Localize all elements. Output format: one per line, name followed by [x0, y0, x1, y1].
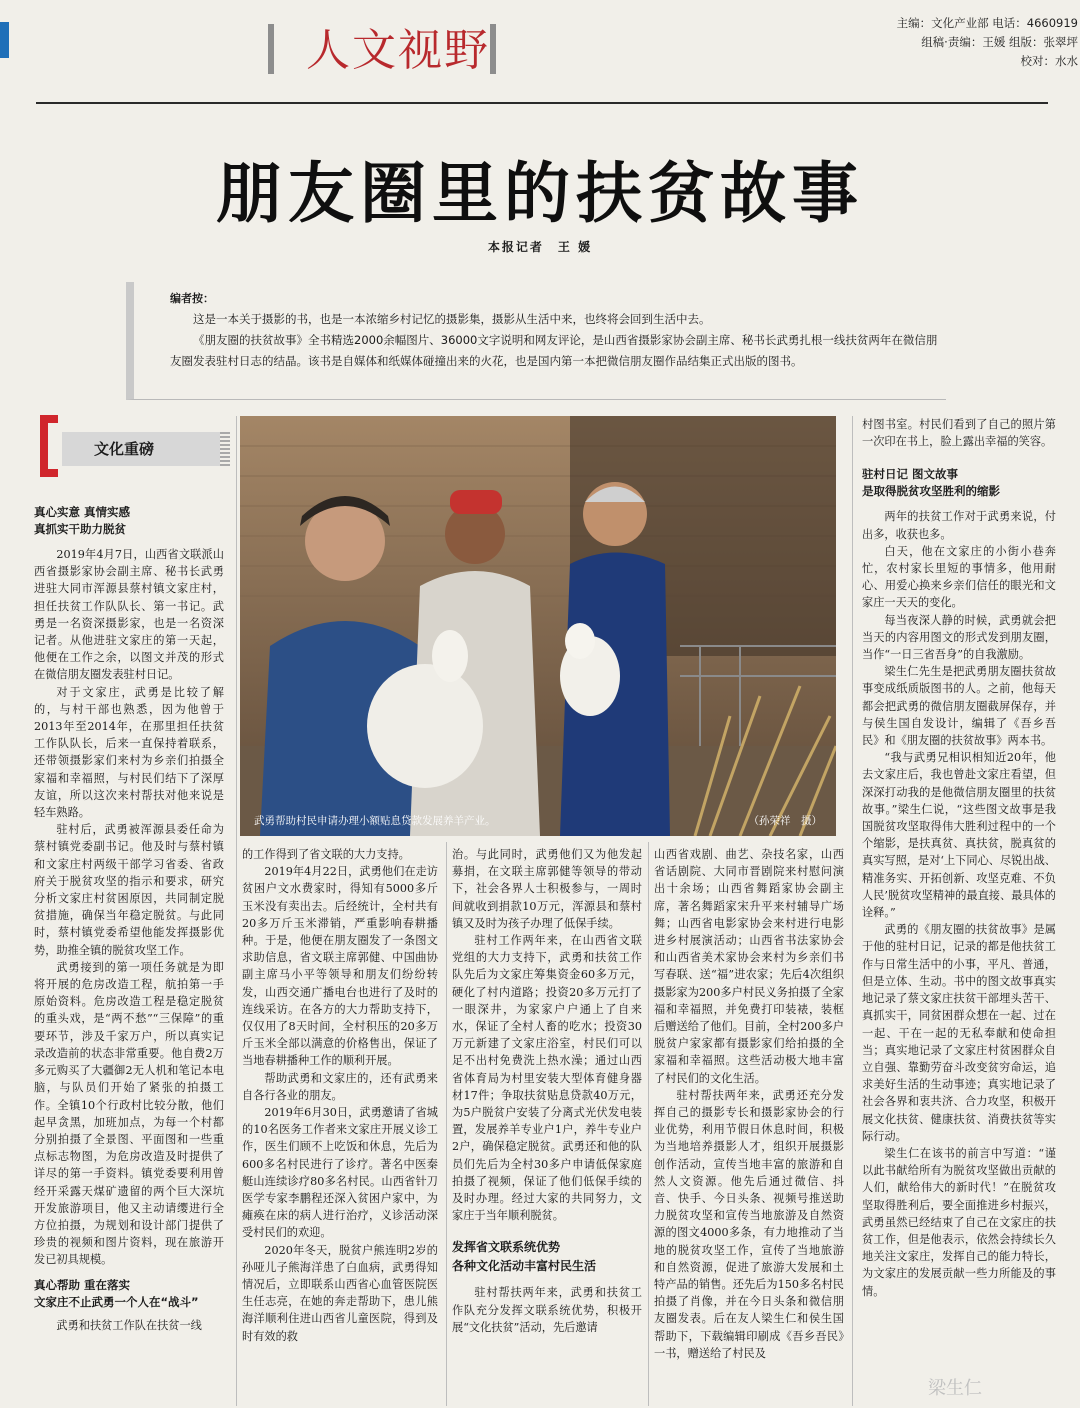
subhead: 真心实意 真情实感 — [34, 505, 131, 519]
paragraph: 武勇接到的第一项任务就是为即将开展的危房改造工程，航拍第一手原始资料。危房改造工程是稳定脱贫的重头戏，是“两不愁”“三保障”的重要环节，涉及千家万户，所以真实记录改造前的状态非常重要。他自费2万多元购买了大疆御2无人机和笔记本电脑，与队员们开始了紧张的拍摄工作。全镇10个行政村比较分散，他们起早贪黑，加班加点，为每一个村都分别拍摄了全景图、平面图和一些重点标志物图，为危房改造及时提供了详尽的第一手资料。镇党委要利用曾经开采露天煤矿遗留的两个巨大深坑开发旅游项目，他又主动请缨进行全方位拍摄，为规划和设计部门提供了珍贵的视频和图片资料，现在旅游开发已初具规模。 — [34, 960, 224, 1267]
edge-marker — [0, 22, 9, 58]
paragraph: 2019年4月22日，武勇他们在走访贫困户文水费家时，得知有5000多斤玉米没有卖出去。后经统计，全村共有20多万斤玉米滞销，严重影响春耕播种。于是，他便在朋友圈发了一条图文求助信息，省文联主席郭健、中国曲协副主席马小平等领导和朋友们纷纷转发，山西交通广播电台也进行了及时的连线采访。在各方的大力帮助支持下，仅仅用了8天时间，全村积压的20多万斤玉米全部以满意的价格售出，保证了当地春耕播种工作的顺利开展。 — [242, 865, 438, 1068]
subhead: 真抓实干助力脱贫 — [34, 522, 126, 536]
photo-illustration — [240, 416, 836, 836]
column-divider — [852, 416, 853, 1406]
paragraph: 帮助武勇和文家庄的，还有武勇来自各行各业的朋友。 — [242, 1071, 438, 1102]
photo-caption — [254, 813, 822, 828]
article-column-5 — [862, 416, 1056, 1402]
column-tag: 文化重磅 — [62, 432, 220, 466]
subhead: 文家庄不止武勇一个人在“战斗” — [34, 1294, 199, 1309]
article-column-4 — [654, 846, 844, 1402]
top-rule — [36, 102, 1048, 104]
photo-caption-text: 武勇帮助村民申请办理小额贴息贷款发展养羊产业。 — [254, 815, 496, 827]
masthead-editor-phone: 主编：文化产业部 电话：4660919 — [896, 16, 1078, 30]
column-body — [34, 1317, 224, 1334]
column-body — [452, 846, 642, 1224]
subhead: 真心帮助 重在落实 — [34, 1277, 131, 1292]
subhead: 驻村日记 图文故事 — [862, 467, 959, 482]
paragraph: 梁生仁在该书的前言中写道：“谨以此书献给所有为脱贫攻坚做出贡献的人们，献给伟大的新时代！”在脱贫攻坚取得胜利后，要全面推进乡村振兴，武勇虽然已经结束了自己在文家庄的扶贫工作，但是他表示，依然会持续长久地关注文家庄，发挥自己的能力特长，为文家庄的发展贡献一些力所能及的事情。 — [862, 1146, 1056, 1298]
paragraph: 每当夜深人静的时候，武勇就会把当天的内容用图文的形式发到朋友圈，当作“一日三省吾身”的自我激励。 — [862, 613, 1056, 662]
paragraph: 2020年冬天，脱贫户熊连明2岁的孙哑儿子熊海洋患了白血病，武勇得知情况后，立即联系山西省心血管医院医生任志亮，在她的奔走帮助下，患儿熊海洋顺利住进山西省儿童医院，得到及时有效的救 — [242, 1243, 438, 1343]
paragraph: 梁生仁先生是把武勇朋友圈扶贫故事变成纸质版图书的人。之前，他每天都会把武勇的微信朋友圈截屏保存，并与侯生国自发设计，编辑了《吾乡吾民》和《朋友圈的扶贫故事》两本书。 — [862, 665, 1056, 748]
column-tag-bracket — [40, 415, 58, 477]
column-body — [862, 416, 1056, 450]
paragraph: 治。与此同时，武勇他们又为他发起募捐，在文联主席郭健等领导的带动下，社会各界人士积极参与，一周时间就收到捐款10万元，浑源县和蔡村镇又及时为孩子办理了低保手续。 — [452, 848, 642, 930]
column-body — [34, 546, 224, 1269]
column-body — [862, 508, 1056, 1299]
section-title: 人文视野 — [306, 25, 490, 76]
editor-note-p1: 这是一本关于摄影的书，也是一本浓缩乡村记忆的摄影集，摄影从生活中来，也终将会回到生活中去。 — [193, 312, 711, 326]
article-column-3 — [452, 846, 642, 1402]
article-column-2 — [242, 846, 438, 1402]
photo-credit: （孙荣祥 摄） — [748, 815, 822, 827]
subhead: 是取得脱贫攻坚胜利的缩影 — [862, 484, 1000, 499]
masthead-layout: 组稿·责编：王媛 组版：张翠坪 — [921, 35, 1078, 49]
article-column-1 — [34, 504, 224, 1404]
masthead-proofread: 校对：水水 — [1020, 54, 1078, 68]
paragraph: 驻村后，武勇被浑源县委任命为蔡村镇党委副书记。他及时与蔡村镇和文家庄村两级干部学习省委、省政府关于脱贫攻坚的指示和要求，研究分析文家庄村贫困原因，共同制定脱贫措施，确保当年稳定脱贫。与此同时，蔡村镇党委希望他能发挥摄影优势，助推全镇的脱贫攻坚工作。 — [34, 823, 224, 957]
column-body — [452, 1284, 642, 1336]
paragraph: 武勇的《朋友圈的扶贫故事》是属于他的驻村日记，记录的都是他扶贫工作与日常生活中的小事，平凡、普通，但是立体、生动。书中的图文故事真实地记录了蔡文家庄扶贫干部埋头苦干、真抓实干，同贫困群众想在一起、过在一起、干在一起的无私奉献和使命担当；真实地记录了文家庄村贫困群众自立自强、靠勤劳奋斗改变贫穷命运，追求美好生活的生动事迹；真实地记录了社会各界和衷共济、合力攻坚，积极开展文化扶贫、健康扶贫、消费扶贫等实际行动。 — [862, 923, 1056, 1143]
paragraph: 驻村帮扶两年来，武勇和扶贫工作队充分发挥文联系统优势，积极开展“文化扶贫”活动，先后邀请 — [452, 1286, 642, 1334]
masthead-info — [842, 14, 1078, 71]
paragraph: “我与武勇兄相识相知近20年，他去文家庄后，我也曾赴文家庄看望，但深深打动我的是他微信朋友圈里的扶贫故事。”梁生仁说，“这些图文故事是我国脱贫攻坚取得伟大胜利过程中的一个个缩影，是扶真贫、真扶贫，脱真贫的真实写照，是对‘上下同心、尽锐出战、精准务实、开拓创新、攻坚克难、不负人民’脱贫攻坚精神的最直接、最具体的诠释。” — [862, 751, 1056, 920]
headline: 朋友圈里的扶贫故事 — [216, 155, 864, 232]
editor-note-label: 编者按： — [170, 292, 214, 305]
editor-note — [126, 282, 946, 400]
paragraph: 对于文家庄，武勇是比较了解的，与村干部也熟悉，因为他曾于2013年至2014年，在那里担任扶贫工作队队长，后来一直保持着联系，还带领摄影家们来村为乡亲们拍摄全家福和幸福照，与村民们结下了深厚友谊，所以这次来村帮扶对他来说是轻车熟路。 — [34, 685, 224, 820]
paragraph: 村图书室。村民们看到了自己的照片第一次印在书上，脸上露出幸福的笑容。 — [862, 418, 1056, 449]
column-divider — [236, 416, 237, 1406]
paragraph: 2019年4月7日，山西省文联派山西省摄影家协会副主席、秘书长武勇进驻大同市浑源县蔡村镇文家庄村，担任扶贫工作队队长、第一书记。武勇是一名资深摄影家，也是一名资深记者。从他进驻文家庄的第一天起，他便在工作之余，以图文并茂的形式在微信朋友圈发表驻村日记。 — [34, 548, 224, 682]
column-divider — [648, 842, 649, 1406]
paragraph: 驻村帮扶两年来，武勇还充分发挥自己的摄影专长和摄影家协会的行业优势，利用节假日休息时间，积极为当地培养摄影人才，组织开展摄影创作活动，宣传当地丰富的旅游和自然人文资源。他先后通过微信、抖音、快手、今日头条、视频号推送助力脱贫攻坚和宣传当地旅游及自然资源的图文4000多条，有力地推动了当地的脱贫攻坚工作，宣传了当地旅游和自然资源，促进了旅游大发展和土特产品的销售。还先后为150多名村民拍摄了肖像，并在今日头条和微信朋友圈发表。后在友人梁生仁和侯生国帮助下，下载编辑印刷成《吾乡吾民》一书，赠送给了村民及 — [654, 1088, 844, 1360]
paragraph: 白天，他在文家庄的小街小巷奔忙，农村家长里短的事情多，他用耐心、用爱心换来乡亲们信任的眼光和文家庄一天天的变化。 — [862, 544, 1056, 610]
byline: 本报记者 王 媛 — [487, 240, 593, 254]
paragraph: 2019年6月30日，武勇邀请了省城的10名医务工作者来文家庄开展义诊工作，医生们顾不上吃饭和休息，先后为600多名村民进行了诊疗。著名中医秦艇山连续诊疗80多名村民。山西省针刀医学专家李鹏程还深入贫困户家中，为瘫痪在床的病人进行治疗，义诊活动深受村民们的欢迎。 — [242, 1106, 438, 1240]
news-photo — [240, 416, 836, 836]
paragraph: 山西省戏剧、曲艺、杂技名家，山西省话剧院、大同市晋剧院来村慰问演出十余场；山西省舞蹈家协会副主席，著名舞蹈家宋升平来村辅导广场舞；山西省电影家协会来村进行电影进乡村展演活动；山西省书法家协会和山西省美术家协会来村为乡亲们书写春联、送“福”进农家；先后4次组织摄影家为200多户村民义务拍摄了全家福和幸福照，并免费打印装裱，装框后赠送给了他们。目前，全村200多户脱贫户家家都有摄影家们给拍摄的全家福和幸福照。这些活动极大地丰富了村民们的文化生活。 — [654, 848, 844, 1085]
paragraph: 驻村工作两年来，在山西省文联党组的大力支持下，武勇和扶贫工作队先后为文家庄筹集资金60多万元，硬化了村内道路；投资20多万元打了一眼深井，为家家户户通上了自来水，保证了全村人畜的吃水；投资30万元新建了文家庄浴室，村民们可以足不出村免费洗上热水澡；通过山西省体育局为村里安装大型体育健身器材17件；争取扶贫贴息贷款40万元，为5户脱贫户安装了分离式光伏发电装置，发展养羊专业户1户，养牛专业户2户，确保稳定脱贫。武勇还和他的队员们先后为全村30多户申请低保家庭拍摄了视频，保证了他们低保手续的及时办理。经过大家的共同努力，文家庄于当年顺利脱贫。 — [452, 934, 642, 1223]
editor-note-p2: 《朋友圈的扶贫故事》全书精选2000余幅图片、36000文字说明和网友评论，是山西省摄影家协会副主席、秘书长武勇扎根一线扶贫两年在微信朋友圈发表驻村日志的结晶。该书是自媒体和纸媒体碰撞出来的火花，也是国内第一本把微信朋友圈作品结集正式出版的图书。 — [170, 333, 938, 368]
column-divider — [446, 842, 447, 1406]
column-tag-stripes — [220, 432, 230, 466]
paragraph: 武勇和扶贫工作队在扶贫一线 — [56, 1318, 202, 1332]
subhead: 发挥省文联系统优势 — [452, 1240, 561, 1255]
paragraph: 两年的扶贫工作对于武勇来说，付出多，收获也多。 — [862, 510, 1056, 541]
wechat-watermark: 梁生仁 — [928, 1378, 982, 1399]
paragraph: 的工作得到了省文联的大力支持。 — [242, 848, 410, 861]
subhead: 各种文化活动丰富村民生活 — [452, 1259, 597, 1274]
